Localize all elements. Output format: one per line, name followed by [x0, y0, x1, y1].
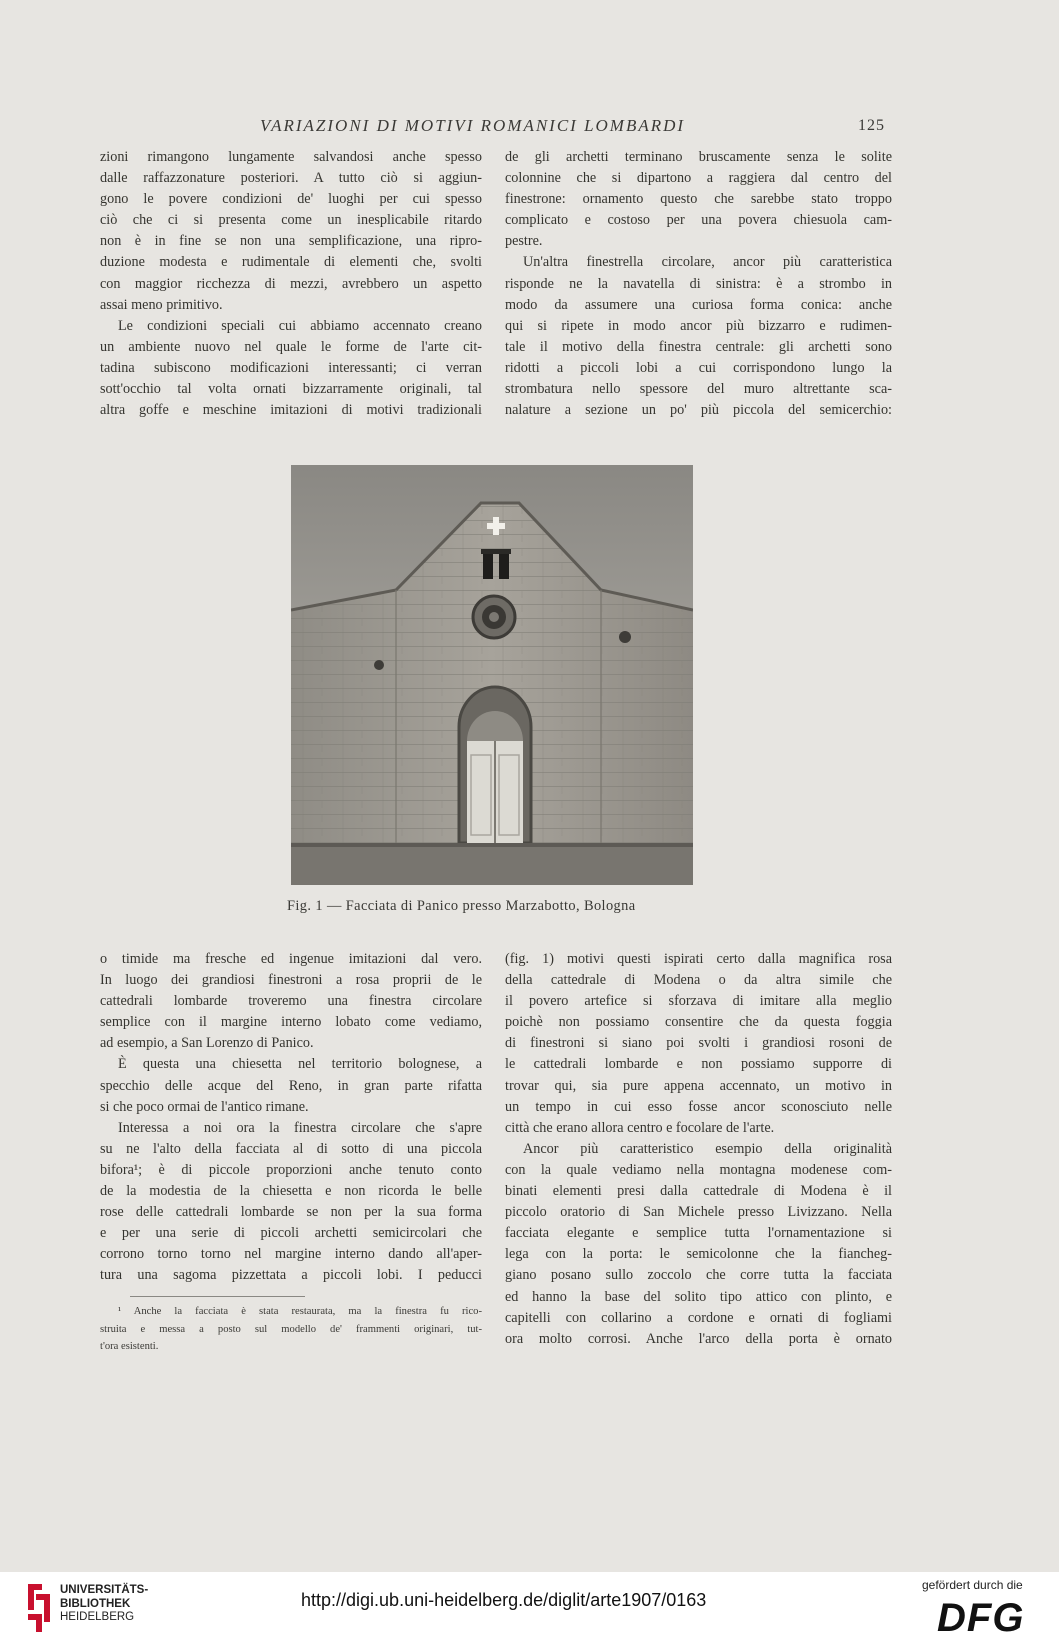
text-line: della cattedrale di Modena o da altra simile che — [505, 972, 892, 989]
text-column-bottom-right — [505, 949, 892, 1350]
text-line: (fig. 1) motivi questi ispirati certo dalla magnifica rosa — [505, 951, 892, 967]
text-line: complicato e costoso per una povera chiesuola cam- — [505, 212, 892, 229]
text-line: modo da assumere una curiosa forma conica: anche — [505, 296, 892, 313]
text-line: Un'altra finestrella circolare, ancor più caratteristica — [523, 254, 892, 271]
text-line: trovar qui, sia pure appena accennato, un motivo in — [505, 1077, 892, 1094]
text-line: risponde ne la navatella di sinistra: è a strombo in — [505, 275, 892, 292]
text-line: ad esempio, a San Lorenzo di Panico. — [100, 1035, 314, 1052]
church-facade-photo — [291, 465, 693, 885]
text-line: de gli archetti terminano bruscamente senza le solite — [505, 149, 892, 165]
text-line: un tempo in cui esso fosse ancor sconosciuto nelle — [505, 1098, 892, 1115]
text-line: colonnine che si dipartono a raggiera dal centro del — [505, 170, 892, 187]
text-line: tale il motivo della finestra centrale: gli archetti sono — [505, 338, 892, 355]
text-line: sott'occhio tal volta ornati bizzarramente originali, tal — [100, 381, 482, 398]
text-line: duzione modesta e rudimentale di elementi che, svolti — [100, 254, 482, 271]
library-name-line: HEIDELBERG — [60, 1611, 135, 1623]
text-line: poichè non possiamo consentire che da questa foggia — [505, 1014, 892, 1031]
text-line: ed hanno la base del solito tipo attico con plinto, e — [505, 1288, 892, 1305]
text-line: Interessa a noi ora la finestra circolare che s'apre — [118, 1119, 482, 1136]
text-line: giano posano sullo zoccolo che corre tutta la facciata — [505, 1267, 892, 1284]
text-line: ridotti a piccoli lobi a cui corrispondono lungo la — [505, 359, 892, 376]
funded-by-label: gefördert durch die — [922, 1578, 1023, 1592]
permalink-url[interactable]: http://digi.ub.uni-heidelberg.de/diglit/arte1907/0163 — [301, 1590, 707, 1610]
text-line: zioni rimangono lungamente salvandosi anche spesso — [100, 149, 482, 165]
text-line: Ancor più caratteristico esempio della originalità — [523, 1140, 892, 1157]
text-line: tadina subiscono modificazioni interessanti; ci verran — [100, 359, 482, 376]
text-line: non è in fine se non una semplificazione, una ripro- — [100, 233, 482, 250]
text-line: gono le povere condizioni de' luoghi per cui spesso — [100, 191, 482, 208]
text-line: qui si ripete in modo ancor più bizzarro e rudimen- — [505, 317, 892, 334]
text-line: ora molto corrosi. Anche l'arco della porta è ornato — [505, 1330, 892, 1347]
text-line: rose delle cattedrali lombarde se non per la sua forma — [100, 1204, 482, 1221]
text-line: o timide ma fresche ed ingenue imitazioni dal vero. — [100, 951, 482, 967]
text-line: e per una serie di piccoli archetti semicircolari che — [100, 1225, 482, 1242]
library-name-line: BIBLIOTHEK — [60, 1597, 131, 1610]
text-line: binati elementi presi dalla cattedrale di Modena è il — [505, 1183, 892, 1200]
footnote-line: ¹ Anche la facciata è stata restaurata, ma la finestra fu rico- — [118, 1306, 482, 1317]
library-logo-icon — [22, 1580, 54, 1636]
dfg-logo: DFG — [937, 1596, 1025, 1640]
text-line: strombatura nello spessore del muro altrettante sca- — [505, 381, 892, 398]
text-line: In luogo dei grandiosi finestroni a rosa proprii de le — [100, 972, 482, 989]
figure-caption: Fig. 1 — Facciata di Panico presso Marzabotto, Bologna — [287, 898, 636, 914]
text-line: È questa una chiesetta nel territorio bolognese, a — [118, 1056, 482, 1073]
text-line: capitelli con collarino a cordone e ornati di fogliami — [505, 1309, 892, 1326]
text-column-top-right — [505, 147, 892, 421]
footnote-line: t'ora esistenti. — [100, 1341, 159, 1352]
text-line: corrono torno torno nel margine interno dando all'aper- — [100, 1246, 482, 1263]
footnote — [100, 1303, 482, 1356]
text-line: pestre. — [505, 233, 543, 250]
text-line: si che poco ormai de l'antico rimane. — [100, 1098, 309, 1115]
text-line: un ambiente nuovo nel quale le forme de l'arte cit- — [100, 338, 482, 355]
text-column-bottom-left — [100, 949, 482, 1287]
text-line: con la quale vediamo nella montagna modenese com- — [505, 1161, 892, 1178]
text-line: di finestroni si siano poi svolti i grandiosi rosoni de — [505, 1035, 892, 1052]
text-line: il povero artefice si sforzava di imitare alla meglio — [505, 993, 892, 1010]
text-line: lega con la porta: le semicolonne che la fiancheg- — [505, 1246, 892, 1263]
text-line: ciò che ci si presenta come un inesplicabile ritardo — [100, 212, 482, 229]
text-line: facciata elegante e semplice tutta l'ornamentazione si — [505, 1225, 892, 1242]
footnote-line: struita e messa a posto sul modello de' frammenti originari, tut- — [100, 1323, 482, 1335]
library-name — [60, 1584, 148, 1625]
running-title: VARIAZIONI DI MOTIVI ROMANICI LOMBARDI — [260, 116, 686, 135]
text-line: specchio delle acque del Reno, in gran parte rifatta — [100, 1077, 482, 1094]
text-line: con maggior ricchezza di mezzi, avrebbero un aspetto — [100, 275, 482, 292]
text-line: semplice con il margine interno lobato come vediamo, — [100, 1014, 482, 1031]
text-line: nalature a sezione un po' più piccola del semicerchio: — [505, 402, 892, 419]
text-line: dalle raffazzonature posteriori. A tutto ciò si aggiun- — [100, 170, 482, 187]
text-line: bifora¹; è di piccole proporzioni anche tenuto conto — [100, 1161, 482, 1178]
text-line: assai meno primitivo. — [100, 296, 223, 313]
text-line: tura una sagoma pizzettata a piccoli lobi. I peducci — [100, 1267, 482, 1284]
page-number: 125 — [858, 117, 885, 134]
library-name-line: UNIVERSITÄTS- — [60, 1584, 149, 1596]
text-line: città che erano allora centro e focolare de l'arte. — [505, 1119, 775, 1136]
text-line: su ne l'alto della facciata al di sotto di una piccola — [100, 1140, 482, 1157]
text-line: de la modestia de la chiesetta e non ricorda le belle — [100, 1183, 482, 1200]
text-line: altra goffe e meschine imitazioni di motivi tradizionali — [100, 402, 482, 419]
footnote-rule — [130, 1296, 305, 1297]
text-line: cattedrali lombarde troveremo una finestra circolare — [100, 993, 482, 1010]
text-line: finestrone: ornamento questo che sarebbe stato troppo — [505, 191, 892, 208]
text-line: le cattedrali lombarde e non possiamo supporre di — [505, 1056, 892, 1073]
text-line: piccolo oratorio di San Michele presso Livizzano. Nella — [505, 1204, 892, 1221]
digitization-footer — [0, 1572, 1059, 1646]
text-line: Le condizioni speciali cui abbiamo accennato creano — [118, 317, 482, 334]
text-column-top-left — [100, 147, 482, 421]
